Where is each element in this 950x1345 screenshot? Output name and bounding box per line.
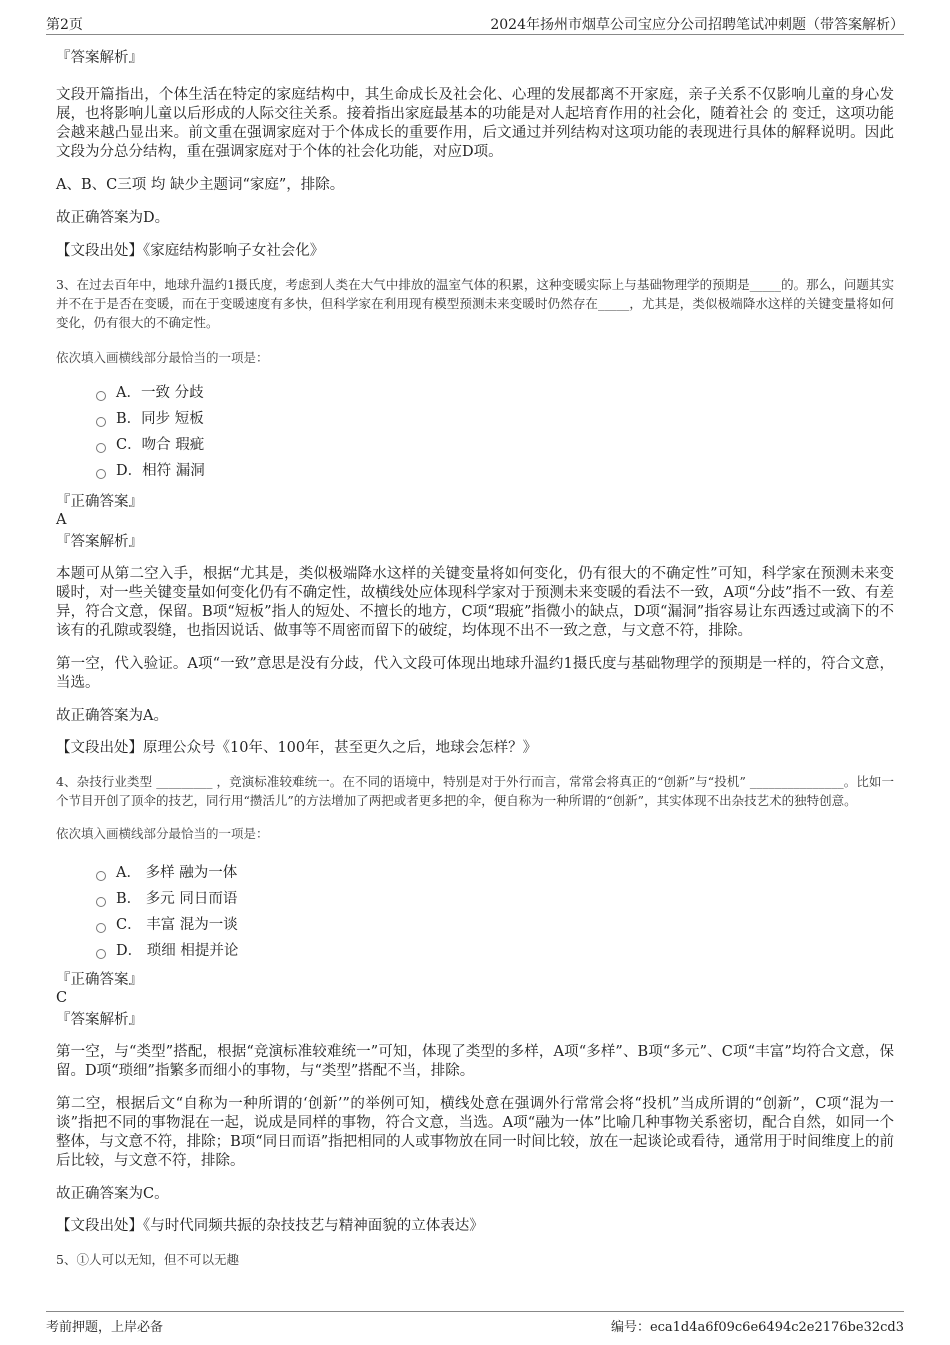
option-c[interactable]: C．吻合 瑕疵 <box>96 432 894 458</box>
correct-answer: A <box>56 512 67 528</box>
analysis-label: 『答案解析』 <box>56 534 143 550</box>
page-header <box>46 12 904 35</box>
radio-icon[interactable] <box>96 469 106 479</box>
page-number: 第2页 <box>46 17 83 33</box>
source-citation: 【文段出处】《家庭结构影响子女社会化》 <box>56 243 325 259</box>
analysis-paragraph: 第一空，代入验证。A项“一致”意思是没有分歧，代入文段可体现出地球升温约1摄氏度与基础物理学的预期是一样的，符合文意，当选。 <box>56 656 894 691</box>
document-body <box>56 44 894 1269</box>
question-stem: 3、在过去百年中，地球升温约1摄氏度，考虑到人类在大气中排放的温室气体的积累，这种变暖实际上与基础物理学的预期是_____的。那么，问题其实并不在于是否在变暖，而在于变暖速度有多快，但科学家在利用现有模型预测未来变暖时仍然存在_____，尤其是，类似极端降水这样的关键变量将如何变化，仍有很大的不确定性。 <box>56 277 894 330</box>
radio-icon[interactable] <box>96 417 106 427</box>
source-citation: 【文段出处】原理公众号《10年、100年，甚至更久之后，地球会怎样？》 <box>56 740 538 756</box>
correct-answer-label: 『正确答案』 <box>56 494 143 510</box>
option-d[interactable]: D．相符 漏洞 <box>96 458 894 484</box>
question-hint: 依次填入画横线部分最恰当的一项是： <box>56 350 269 365</box>
option-c[interactable]: C． 丰富 混为一谈 <box>96 912 894 938</box>
analysis-paragraph: 第一空，与“类型”搭配，根据“竞演标准较难统一”可知，体现了类型的多样，A项“多样”、B项“多元”、C项“丰富”均符合文意，保留。D项“琐细”指繁多而细小的事物，与“类型”搭配不当，排除。 <box>56 1044 894 1079</box>
radio-icon[interactable] <box>96 443 106 453</box>
radio-icon[interactable] <box>96 871 106 881</box>
analysis-paragraph: 文段开篇指出，个体生活在特定的家庭结构中，其生命成长及社会化、心理的发展都离不开家庭，亲子关系不仅影响儿童的身心发展，也将影响儿童以后形成的人际交往关系。接着指出家庭最基本的功能是对人起培育作用的社会化，随着社会 的 变迁，这项功能会越来越凸显出来。前文重在强调家庭对于个体成长的重要作用，后文通过并列结构对这项功能的表现进行具体的解释说明。因此文段为分总分结构，重在强调家庭对于个体的社会化功能，对应D项。 <box>56 87 894 160</box>
option-list <box>96 380 894 484</box>
analysis-paragraph: 第二空，根据后文“自称为一种所谓的‘创新’”的举例可知，横线处意在强调外行常常会将“投机”当成所谓的“创新”，C项“混为一谈”指把不同的事物混在一起，说成是同样的事物，符合文意，当选。A项“融为一体”比喻几种事物关系密切，配合自然，如同一个整体，与文意不符，排除；B项“同日而语”指把相同的人或事物放在同一时间比较，放在一起谈论或看待，通常用于时间维度上的前后比较，与文意不符，排除。 <box>56 1096 894 1169</box>
question-stem: 5、①人可以无知，但不可以无趣 <box>56 1252 239 1267</box>
document-title: 2024年扬州市烟草公司宝应分公司招聘笔试冲刺题（带答案解析） <box>490 17 904 33</box>
option-b[interactable]: B．同步 短板 <box>96 406 894 432</box>
answer-conclusion: 故正确答案为A。 <box>56 708 168 724</box>
footer-slogan: 考前押题，上岸必备 <box>46 1320 164 1335</box>
option-d[interactable]: D． 琐细 相提并论 <box>96 938 894 964</box>
option-a[interactable]: A．一致 分歧 <box>96 380 894 406</box>
analysis-label: 『答案解析』 <box>56 50 143 66</box>
analysis-label: 『答案解析』 <box>56 1012 143 1028</box>
analysis-paragraph: 本题可从第二空入手，根据“尤其是，类似极端降水这样的关键变量将如何变化，仍有很大的不确定性”可知，科学家在预测未来变暖时，对一些关键变量如何变化仍有不确定性，故横线处应体现科学家对于预测未来变暖的看法不一致，A项“分歧”指不一致、有差异，符合文意，保留。B项“短板”指人的短处、不擅长的地方，C项“瑕疵”指微小的缺点，D项“漏洞”指容易让东西透过或滴下的不该有的孔隙或裂缝，也指因说话、做事等不周密而留下的破绽，均体现不出不一致之意，与文意不符，排除。 <box>56 566 894 639</box>
question-hint: 依次填入画横线部分最恰当的一项是： <box>56 826 269 841</box>
option-a[interactable]: A． 多样 融为一体 <box>96 860 894 886</box>
radio-icon[interactable] <box>96 391 106 401</box>
source-citation: 【文段出处】《与时代同频共振的杂技技艺与精神面貌的立体表达》 <box>56 1218 484 1234</box>
document-id: 编号：eca1d4a6f09c6e6494c2e2176be32cd3 <box>610 1320 904 1335</box>
analysis-paragraph: A、B、C三项 均 缺少主题词“家庭”，排除。 <box>56 177 345 193</box>
option-b[interactable]: B． 多元 同日而语 <box>96 886 894 912</box>
radio-icon[interactable] <box>96 923 106 933</box>
option-list <box>96 860 894 964</box>
radio-icon[interactable] <box>96 949 106 959</box>
answer-conclusion: 故正确答案为C。 <box>56 1186 169 1202</box>
page-footer <box>46 1311 904 1334</box>
correct-answer-label: 『正确答案』 <box>56 972 143 988</box>
question-stem: 4、杂技行业类型 _________ ，竞演标准较难统一。在不同的语境中，特别是对于外行而言，常常会将真正的“创新”与“投机” _______________。比如一个节目开创了顶伞的技艺，同行用“攒活儿”的方法增加了两把或者更多把的伞，便自称为一种所谓的“创新”，其实体现不出杂技艺术的独特创意。 <box>56 774 894 808</box>
answer-conclusion: 故正确答案为D。 <box>56 210 170 226</box>
correct-answer: C <box>56 990 68 1006</box>
radio-icon[interactable] <box>96 897 106 907</box>
